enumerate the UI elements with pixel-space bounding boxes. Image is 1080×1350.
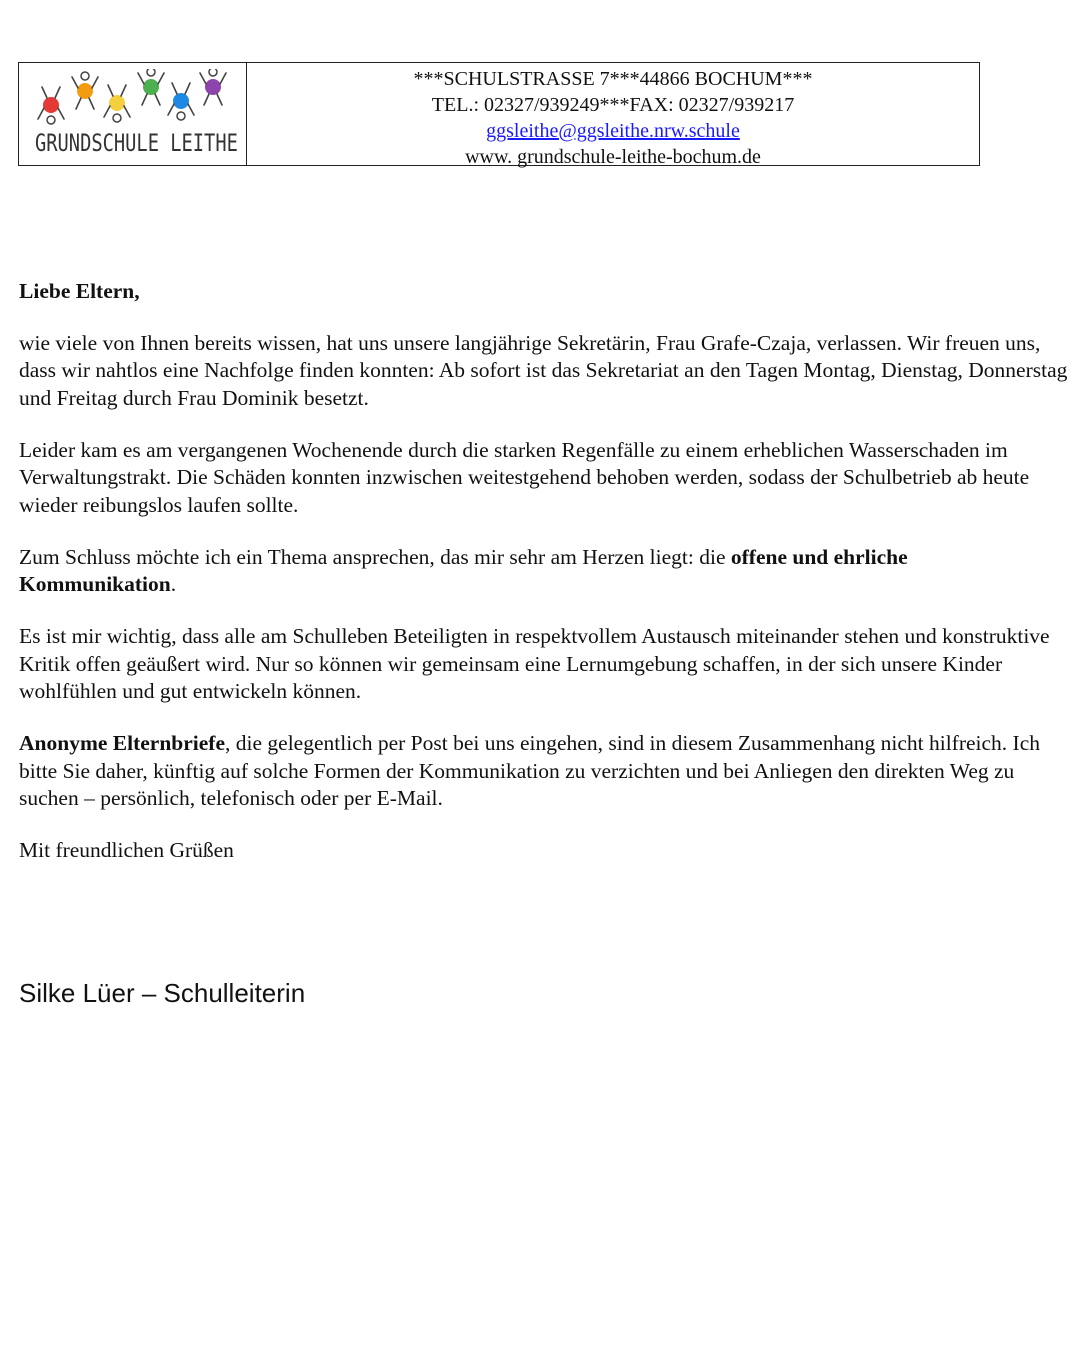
school-address-block <box>247 63 979 168</box>
school-logo <box>19 63 247 165</box>
paragraph-secretary: wie viele von Ihnen bereits wissen, hat uns unsere langjährige Sekretärin, Frau Grafe-Czaja, verlassen. Wir freuen uns, dass wir nahtlos eine Nachfolge finden konnten: Ab sofort ist das Sekretariat an den Tagen Montag, Dienstag, Donnerstag und Freitag durch Frau Dominik besetzt. <box>19 330 1068 410</box>
emphasis-anonymous-letters: Anonyme Elternbriefe <box>19 731 226 755</box>
paragraph-water-damage: Leider kam es am vergangenen Wochenende durch die starken Regenfälle zu einem erheblichen Wasserschaden im Verwaltungstrakt. Die Schäden konnten inzwischen weitestgehend behoben werden, sodass der Schulbetrieb ab heute wieder reibungslos laufen sollte. <box>19 437 1030 517</box>
website-line: www. grundschule-leithe-bochum.de <box>465 146 761 168</box>
paragraph-communication-topic <box>19 544 1069 599</box>
phone-fax-line: TEL.: 02327/939249***FAX: 02327/939217 <box>431 94 795 116</box>
text: Zum Schluss möchte ich ein Thema ansprechen, das mir sehr am Herzen liegt: die <box>19 544 731 569</box>
logo-child-figure <box>104 85 130 122</box>
logo-child-figure <box>138 69 164 105</box>
letter-body <box>19 278 1069 889</box>
text: . <box>170 572 177 596</box>
logo-child-figure <box>200 69 226 105</box>
text: , die gelegentlich per Post bei uns eingehen, sind in diesem Zusammenhang nicht hilfreich. Ich bitte Sie daher, künftig auf solche Formen der Kommunikation zu verzichten und bei Anliegen den direkten Weg zu suchen – persönlich, telefonisch oder per E-Mail. <box>19 731 1041 810</box>
logo-child-figure <box>168 83 194 120</box>
paragraph-respectful-exchange: Es ist mir wichtig, dass alle am Schulleben Beteiligten in respektvollem Austausch miteinander stehen und konstruktive Kritik offen geäußert wird. Nur so können wir gemeinsam eine Lernumgebung schaffen, in der sich unsere Kinder wohlfühlen und gut entwickeln können. <box>19 624 1050 703</box>
address-line: ***SCHULSTRASSE 7***44866 BOCHUM*** <box>413 68 813 90</box>
logo-text: GRUNDSCHULE LEITHE <box>35 129 238 157</box>
email-link[interactable]: ggsleithe@ggsleithe.nrw.schule <box>486 120 740 142</box>
closing: Mit freundlichen Grüßen <box>19 838 234 862</box>
letterhead <box>18 62 980 166</box>
signature: Silke Lüer – Schulleiterin <box>19 978 306 1008</box>
greeting: Liebe Eltern, <box>19 279 140 303</box>
logo-child-figure <box>72 72 98 109</box>
paragraph-anonymous-letters <box>19 730 1069 813</box>
logo-child-figure <box>38 87 64 124</box>
emphasis-communication: offene und ehrliche Kommunikation <box>19 544 908 596</box>
school-logo-figures <box>31 69 235 129</box>
